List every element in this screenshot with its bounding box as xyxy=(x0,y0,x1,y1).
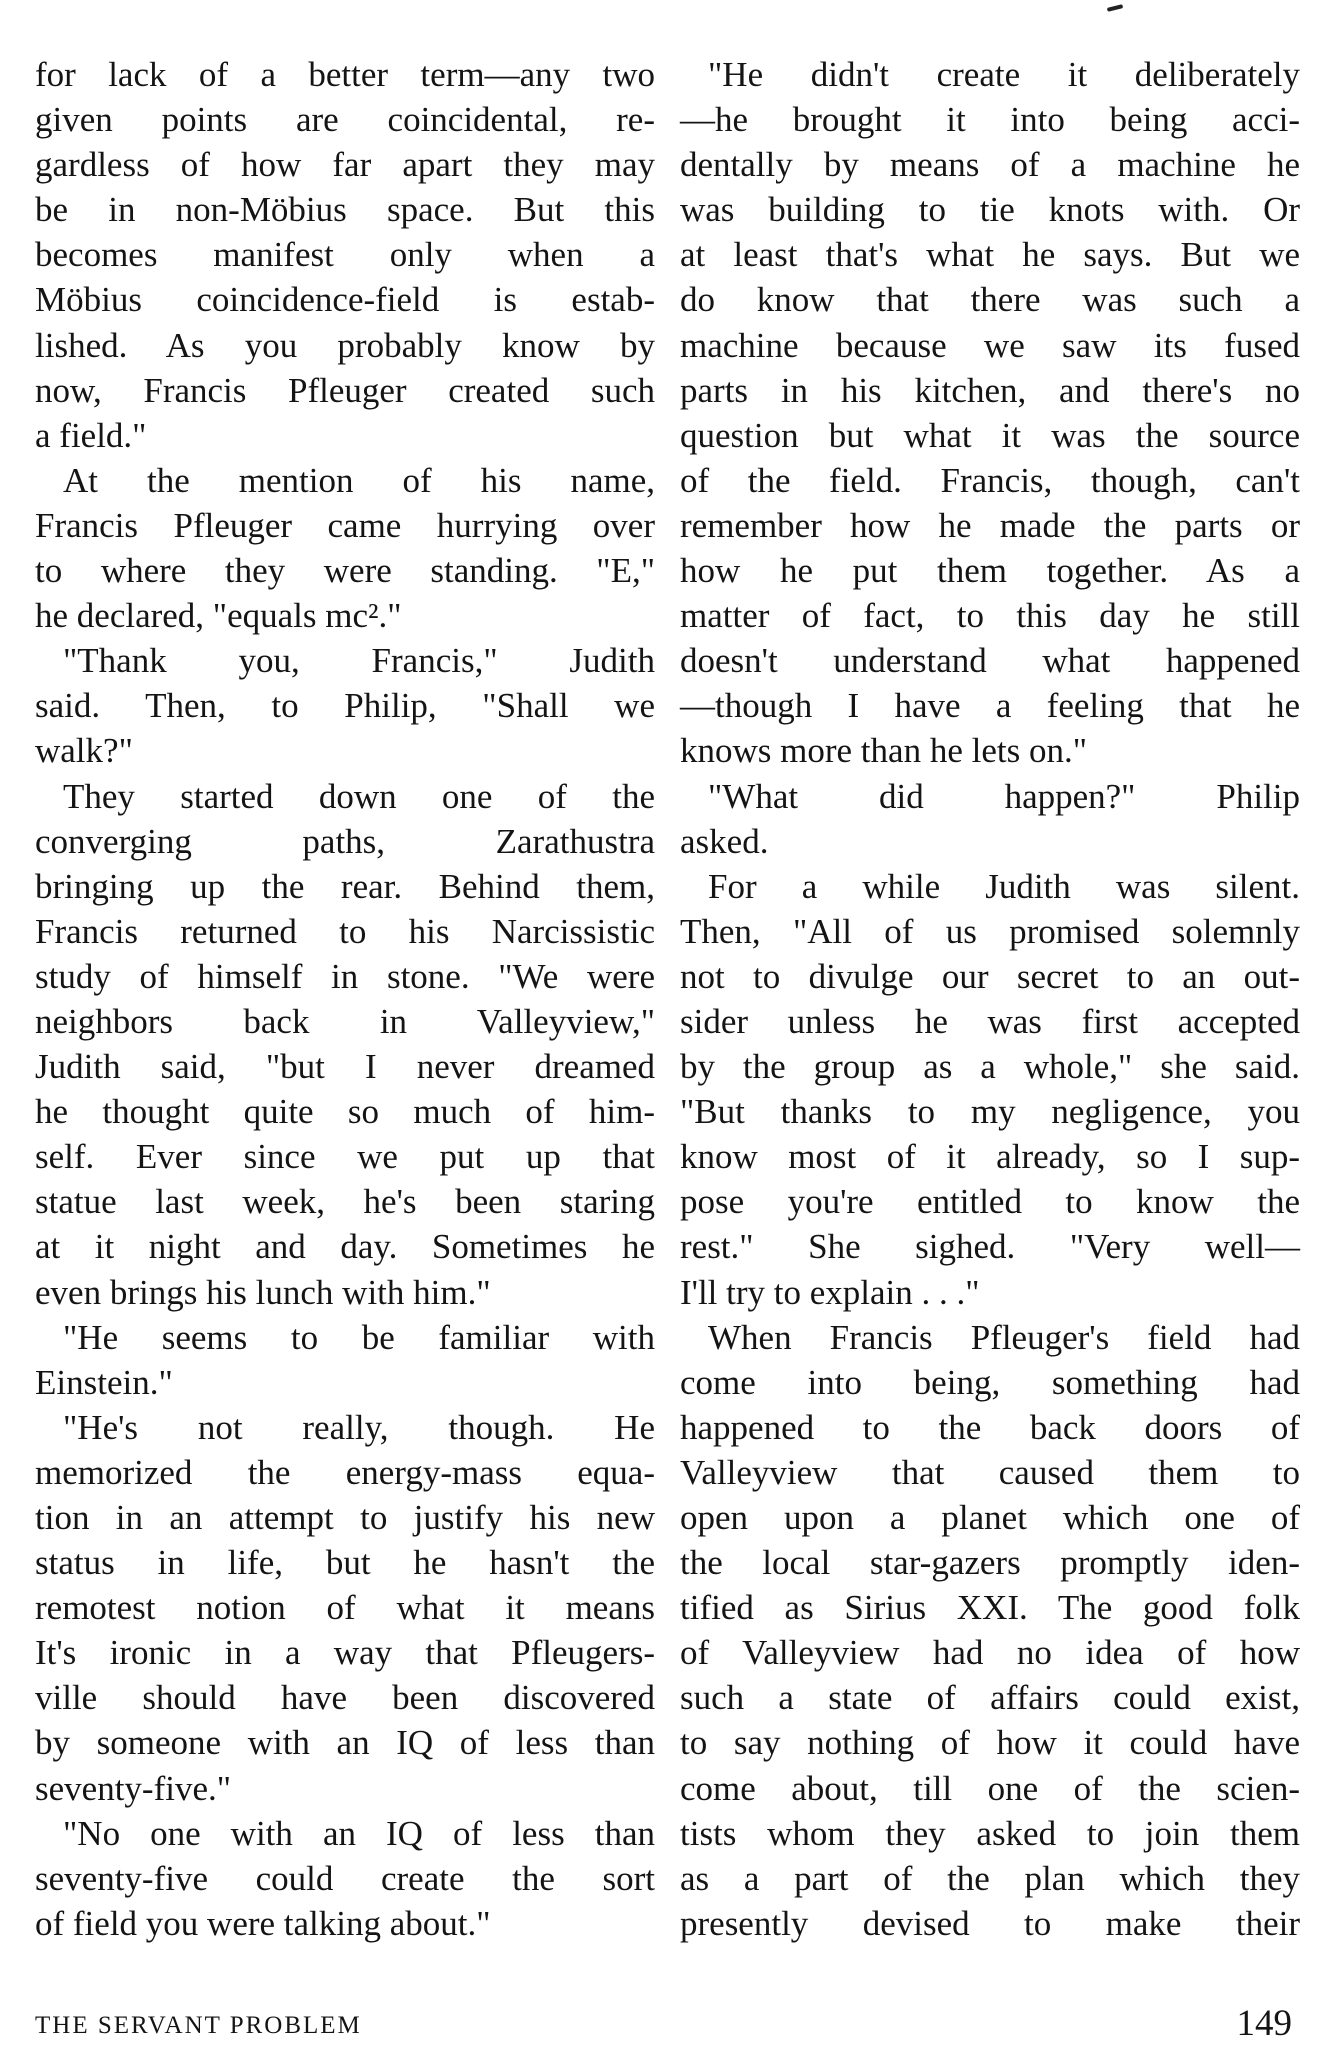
text-line: They started down one of the xyxy=(63,776,655,816)
text-line: come into being, something had xyxy=(680,1362,1300,1402)
text-line: even brings his lunch with him." xyxy=(35,1272,491,1312)
text-line: Judith said, "but I never dreamed xyxy=(35,1047,655,1087)
text-line: tion in an attempt to justify his new xyxy=(35,1498,655,1537)
text-line: gardless of how far apart they may xyxy=(35,145,655,185)
text-line: Francis returned to his Narcissistic xyxy=(35,911,655,951)
text-line: Möbius coincidence-field is estab- xyxy=(35,280,655,320)
text-line: know most of it already, so I sup- xyxy=(680,1137,1300,1177)
left-column xyxy=(35,52,655,1946)
text-line: Francis Pfleuger came hurrying over xyxy=(35,505,655,545)
text-line: It's ironic in a way that Pfleugers- xyxy=(35,1633,655,1673)
text-line: to where they were standing. "E," xyxy=(35,551,655,591)
text-line: not to divulge our secret to an out- xyxy=(680,956,1300,996)
text-line: as a part of the plan which they xyxy=(680,1858,1300,1898)
text-line: do know that there was such a xyxy=(680,280,1300,320)
text-line: "He seems to be familiar with xyxy=(63,1317,655,1357)
text-line: rest." She sighed. "Very well— xyxy=(680,1227,1300,1267)
text-line: parts in his kitchen, and there's no xyxy=(680,370,1300,410)
text-line: dentally by means of a machine he xyxy=(680,145,1300,185)
text-line: of field you were talking about." xyxy=(35,1903,491,1943)
ink-speck xyxy=(1107,4,1123,12)
text-line: —he brought it into being acci- xyxy=(680,100,1300,140)
text-line: for lack of a better term—any two xyxy=(35,55,655,94)
text-line: "He's not really, though. He xyxy=(63,1407,655,1447)
text-line: sider unless he was first accepted xyxy=(680,1001,1300,1041)
text-line: bringing up the rear. Behind them, xyxy=(35,866,655,906)
text-line: of Valleyview had no idea of how xyxy=(680,1633,1300,1673)
text-line: pose you're entitled to know the xyxy=(680,1182,1300,1222)
text-line: such a state of affairs could exist, xyxy=(680,1678,1300,1718)
text-line: seventy-five could create the sort xyxy=(35,1858,655,1898)
text-line: ville should have been discovered xyxy=(35,1678,655,1718)
text-line: tists whom they asked to join them xyxy=(680,1813,1300,1853)
text-line: to say nothing of how it could have xyxy=(680,1723,1300,1763)
text-line: be in non-Möbius space. But this xyxy=(35,190,655,230)
text-line: "But thanks to my negligence, you xyxy=(680,1092,1300,1132)
text-line: presently devised to make their xyxy=(680,1903,1300,1943)
page-footer xyxy=(35,2004,1292,2044)
text-line: question but what it was the source xyxy=(680,415,1300,455)
text-line: "What did happen?" Philip xyxy=(708,776,1300,816)
text-line: When Francis Pfleuger's field had xyxy=(708,1317,1300,1357)
text-line: at it night and day. Sometimes he xyxy=(35,1227,655,1267)
text-line: happened to the back doors of xyxy=(680,1407,1300,1447)
text-line: the local star-gazers promptly iden- xyxy=(680,1543,1300,1583)
text-line: open upon a planet which one of xyxy=(680,1498,1300,1537)
text-line: lished. As you probably know by xyxy=(35,325,655,365)
text-line: "He didn't create it deliberately xyxy=(708,55,1300,94)
text-line: remotest notion of what it means xyxy=(35,1588,655,1628)
text-line: Then, "All of us promised solemnly xyxy=(680,911,1300,951)
right-column xyxy=(680,52,1300,1946)
text-line: doesn't understand what happened xyxy=(680,641,1300,681)
text-line: neighbors back in Valleyview," xyxy=(35,1001,655,1041)
text-line: asked. xyxy=(680,821,769,861)
text-line: seventy-five." xyxy=(35,1768,232,1808)
text-line: "Thank you, Francis," Judith xyxy=(63,641,655,681)
text-line: remember how he made the parts or xyxy=(680,505,1300,545)
text-line: —though I have a feeling that he xyxy=(680,686,1300,726)
text-line: study of himself in stone. "We were xyxy=(35,956,655,996)
text-line: a field." xyxy=(35,415,147,455)
text-line: now, Francis Pfleuger created such xyxy=(35,370,655,410)
text-line: converging paths, Zarathustra xyxy=(35,821,655,861)
text-line: Einstein." xyxy=(35,1362,173,1402)
text-line: matter of fact, to this day he still xyxy=(680,596,1300,636)
text-line: at least that's what he says. But we xyxy=(680,235,1300,275)
text-line: he declared, "equals mc²." xyxy=(35,596,402,636)
text-line: At the mention of his name, xyxy=(63,460,655,500)
text-line: memorized the energy-mass equa- xyxy=(35,1452,655,1492)
text-line: was building to tie knots with. Or xyxy=(680,190,1300,230)
text-line: given points are coincidental, re- xyxy=(35,100,655,140)
text-line: self. Ever since we put up that xyxy=(35,1137,655,1177)
text-line: "No one with an IQ of less than xyxy=(63,1813,655,1853)
text-line: For a while Judith was silent. xyxy=(708,866,1300,906)
text-line: said. Then, to Philip, "Shall we xyxy=(35,686,655,726)
text-line: by someone with an IQ of less than xyxy=(35,1723,655,1763)
text-line: tified as Sirius XXI. The good folk xyxy=(680,1588,1300,1628)
text-line: come about, till one of the scien- xyxy=(680,1768,1300,1808)
text-line: knows more than he lets on." xyxy=(680,731,1087,771)
text-line: becomes manifest only when a xyxy=(35,235,655,275)
text-line: of the field. Francis, though, can't xyxy=(680,460,1300,500)
text-line: Valleyview that caused them to xyxy=(680,1452,1300,1492)
text-line: by the group as a whole," she said. xyxy=(680,1047,1300,1087)
text-line: he thought quite so much of him- xyxy=(35,1092,655,1132)
text-line: I'll try to explain . . ." xyxy=(680,1272,980,1312)
text-line: machine because we saw its fused xyxy=(680,325,1300,365)
page-number: 149 xyxy=(1236,2003,1292,2044)
text-line: how he put them together. As a xyxy=(680,551,1300,591)
running-head: THE SERVANT PROBLEM xyxy=(35,2012,362,2039)
text-line: status in life, but he hasn't the xyxy=(35,1543,655,1583)
text-line: walk?" xyxy=(35,731,133,771)
text-line: statue last week, he's been staring xyxy=(35,1182,655,1222)
